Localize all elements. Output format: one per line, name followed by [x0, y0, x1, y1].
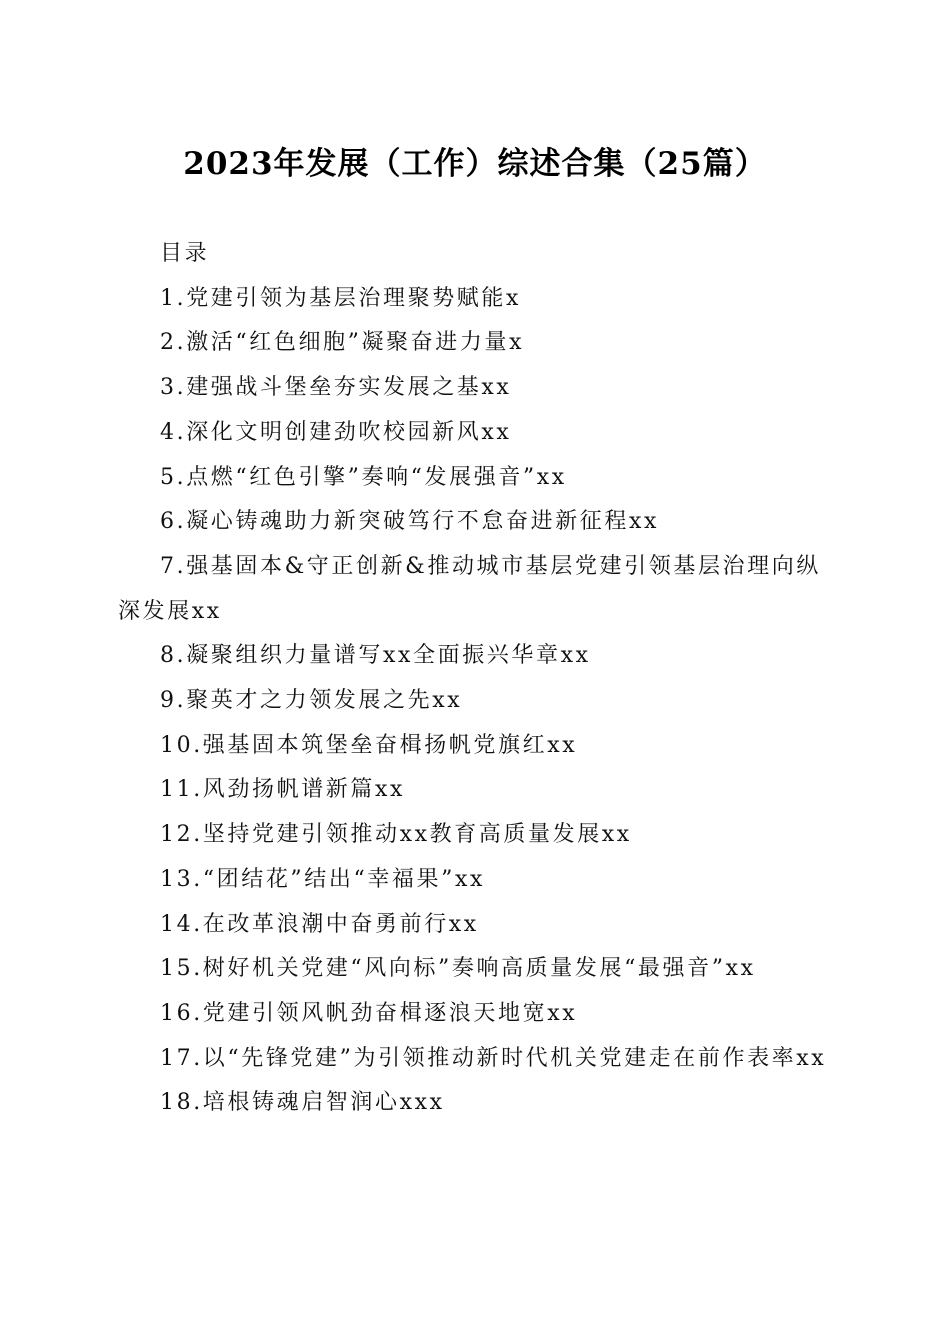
toc-item: 5.点燃“红色引擎”奏响“发展强音”xx — [160, 464, 567, 490]
toc-item: 9.聚英才之力领发展之先xx — [160, 688, 463, 714]
toc-item: 15.树好机关党建“风向标”奏响高质量发展“最强音”xx — [160, 956, 756, 982]
toc-item: 10.强基固本筑堡垒奋楫扬帆党旗红xx — [160, 732, 578, 758]
toc-item: 14.在改革浪潮中奋勇前行xx — [160, 911, 479, 937]
toc-item: 11.风劲扬帆谱新篇xx — [160, 777, 406, 803]
toc-item: 1.党建引领为基层治理聚势赋能x — [160, 285, 521, 311]
toc-item: 2.激活“红色细胞”凝聚奋进力量x — [160, 330, 525, 356]
toc-item: 18.培根铸魂启智润心xxx — [160, 1090, 445, 1116]
toc-item: 6.凝心铸魂助力新突破笃行不怠奋进新征程xx — [160, 509, 660, 535]
toc-item: 8.凝聚组织力量谱写xx全面振兴华章xx — [160, 643, 591, 669]
toc-item: 13.“团结花”结出“幸福果”xx — [160, 866, 485, 892]
toc-item: 17.以“先锋党建”为引领推动新时代机关党建走在前作表率xx — [160, 1045, 827, 1071]
toc-item: 12.坚持党建引领推动xx教育高质量发展xx — [160, 822, 632, 848]
toc-item: 3.建强战斗堡垒夯实发展之基xx — [160, 375, 512, 401]
toc-heading: 目录 — [160, 241, 210, 266]
document-title: 2023年发展（工作）综述合集（25篇） — [183, 146, 767, 182]
toc-item: 7.强基固本&守正创新&推动城市基层党建引领基层治理向纵深发展xx — [118, 553, 821, 624]
toc-item: 4.深化文明创建劲吹校园新风xx — [160, 419, 512, 445]
toc-item: 16.党建引领风帆劲奋楫逐浪天地宽xx — [160, 1000, 578, 1026]
table-of-contents — [118, 232, 830, 1126]
